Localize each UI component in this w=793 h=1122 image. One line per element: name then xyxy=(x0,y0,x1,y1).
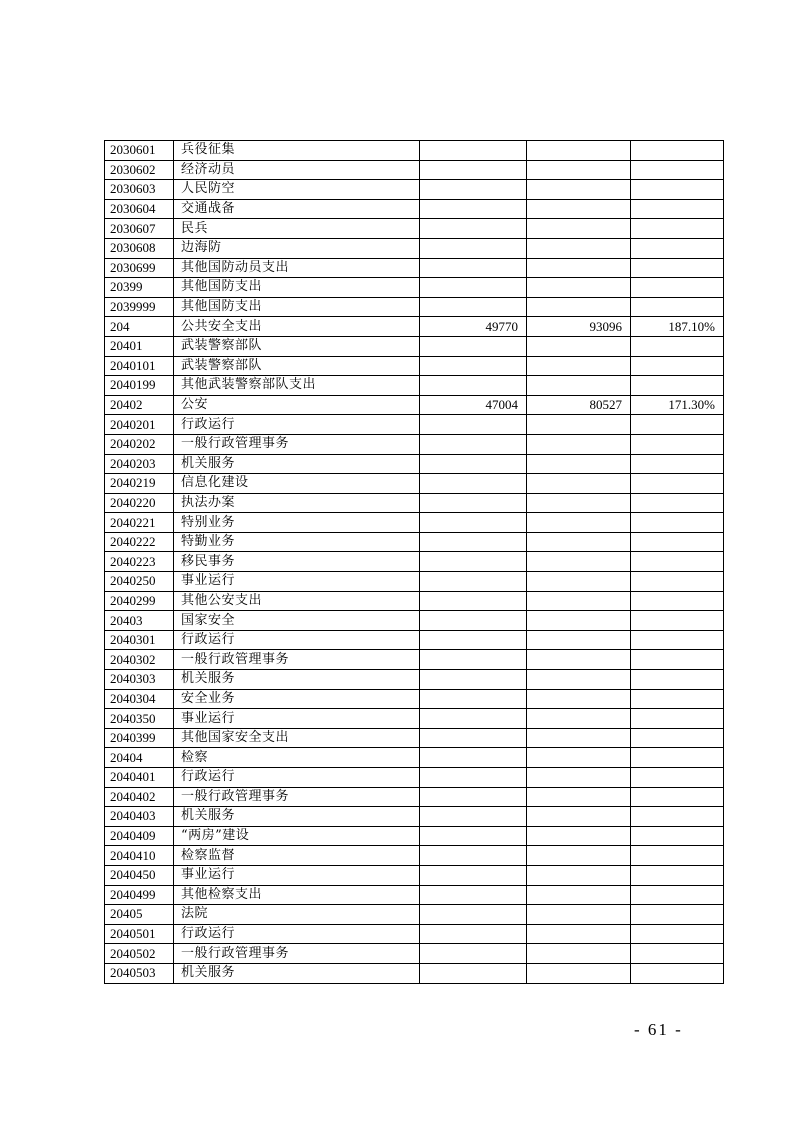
value-cell-2 xyxy=(527,924,631,944)
value-cell-2 xyxy=(527,905,631,925)
item-name-cell: 国家安全 xyxy=(174,611,420,631)
table-row xyxy=(105,219,724,239)
item-code-cell: 2040101 xyxy=(105,356,174,376)
item-name-cell: 事业运行 xyxy=(174,865,420,885)
value-cell-1 xyxy=(420,376,527,396)
item-code-cell: 2040220 xyxy=(105,493,174,513)
value-cell-3 xyxy=(631,650,724,670)
value-cell-2 xyxy=(527,846,631,866)
value-cell-1: 49770 xyxy=(420,317,527,337)
item-code-cell: 2040219 xyxy=(105,474,174,494)
item-name-cell: 行政运行 xyxy=(174,924,420,944)
value-cell-1 xyxy=(420,199,527,219)
table-row xyxy=(105,709,724,729)
item-name-cell: 武装警察部队 xyxy=(174,356,420,376)
item-name-cell: 信息化建设 xyxy=(174,474,420,494)
table-row xyxy=(105,180,724,200)
item-code-cell: 2040250 xyxy=(105,572,174,592)
table-row xyxy=(105,141,724,161)
item-name-cell: 其他武装警察部队支出 xyxy=(174,376,420,396)
value-cell-2 xyxy=(527,180,631,200)
table-row xyxy=(105,944,724,964)
value-cell-2 xyxy=(527,199,631,219)
item-code-cell: 2040501 xyxy=(105,924,174,944)
item-code-cell: 2030602 xyxy=(105,160,174,180)
table-row xyxy=(105,493,724,513)
item-name-cell: 机关服务 xyxy=(174,670,420,690)
value-cell-3 xyxy=(631,513,724,533)
table-row xyxy=(105,924,724,944)
value-cell-3 xyxy=(631,944,724,964)
item-name-cell: 安全业务 xyxy=(174,689,420,709)
value-cell-3 xyxy=(631,454,724,474)
budget-table xyxy=(104,140,724,984)
item-name-cell: 行政运行 xyxy=(174,768,420,788)
item-name-cell: 其他国防支出 xyxy=(174,278,420,298)
value-cell-1 xyxy=(420,768,527,788)
value-cell-2 xyxy=(527,885,631,905)
item-code-cell: 2039999 xyxy=(105,297,174,317)
table-row xyxy=(105,297,724,317)
item-code-cell: 20399 xyxy=(105,278,174,298)
item-name-cell: 兵役征集 xyxy=(174,141,420,161)
item-code-cell: 2040301 xyxy=(105,630,174,650)
value-cell-2 xyxy=(527,474,631,494)
value-cell-3 xyxy=(631,356,724,376)
value-cell-3 xyxy=(631,591,724,611)
value-cell-1 xyxy=(420,180,527,200)
item-code-cell: 2040201 xyxy=(105,415,174,435)
table-row xyxy=(105,513,724,533)
value-cell-2 xyxy=(527,787,631,807)
value-cell-1 xyxy=(420,611,527,631)
table-row xyxy=(105,336,724,356)
value-cell-1 xyxy=(420,591,527,611)
item-name-cell: 公安 xyxy=(174,395,420,415)
item-name-cell: 特别业务 xyxy=(174,513,420,533)
value-cell-3 xyxy=(631,826,724,846)
value-cell-2 xyxy=(527,728,631,748)
table-row xyxy=(105,768,724,788)
item-code-cell: 2040402 xyxy=(105,787,174,807)
value-cell-2 xyxy=(527,160,631,180)
item-name-cell: 行政运行 xyxy=(174,630,420,650)
value-cell-1 xyxy=(420,493,527,513)
value-cell-1 xyxy=(420,513,527,533)
value-cell-1 xyxy=(420,454,527,474)
item-name-cell: 执法办案 xyxy=(174,493,420,513)
value-cell-3 xyxy=(631,748,724,768)
item-name-cell: 一般行政管理事务 xyxy=(174,434,420,454)
value-cell-3 xyxy=(631,787,724,807)
table-row xyxy=(105,865,724,885)
value-cell-2 xyxy=(527,572,631,592)
value-cell-2 xyxy=(527,709,631,729)
value-cell-1 xyxy=(420,865,527,885)
item-name-cell: 一般行政管理事务 xyxy=(174,944,420,964)
value-cell-2 xyxy=(527,258,631,278)
table-row xyxy=(105,356,724,376)
value-cell-3 xyxy=(631,376,724,396)
value-cell-2 xyxy=(527,630,631,650)
item-code-cell: 2040221 xyxy=(105,513,174,533)
value-cell-3 xyxy=(631,572,724,592)
table-row xyxy=(105,454,724,474)
item-name-cell: 一般行政管理事务 xyxy=(174,650,420,670)
value-cell-1 xyxy=(420,846,527,866)
item-name-cell: 检察监督 xyxy=(174,846,420,866)
item-name-cell: 事业运行 xyxy=(174,709,420,729)
value-cell-2 xyxy=(527,297,631,317)
table-row xyxy=(105,748,724,768)
table-row xyxy=(105,650,724,670)
value-cell-3 xyxy=(631,160,724,180)
item-name-cell: 特勤业务 xyxy=(174,532,420,552)
value-cell-1 xyxy=(420,885,527,905)
item-code-cell: 2040410 xyxy=(105,846,174,866)
value-cell-1 xyxy=(420,728,527,748)
value-cell-1 xyxy=(420,807,527,827)
value-cell-3 xyxy=(631,552,724,572)
table-row xyxy=(105,199,724,219)
item-name-cell: 其他国防支出 xyxy=(174,297,420,317)
value-cell-2 xyxy=(527,376,631,396)
value-cell-1 xyxy=(420,905,527,925)
table-row xyxy=(105,670,724,690)
value-cell-3 xyxy=(631,865,724,885)
item-code-cell: 2040403 xyxy=(105,807,174,827)
value-cell-1 xyxy=(420,532,527,552)
value-cell-2 xyxy=(527,513,631,533)
value-cell-2 xyxy=(527,454,631,474)
item-code-cell: 2040401 xyxy=(105,768,174,788)
item-code-cell: 2040503 xyxy=(105,963,174,983)
item-code-cell: 2040350 xyxy=(105,709,174,729)
value-cell-3 xyxy=(631,670,724,690)
value-cell-1 xyxy=(420,748,527,768)
value-cell-2 xyxy=(527,141,631,161)
value-cell-1 xyxy=(420,336,527,356)
item-code-cell: 2030604 xyxy=(105,199,174,219)
item-name-cell: 其他公安支出 xyxy=(174,591,420,611)
value-cell-2 xyxy=(527,768,631,788)
value-cell-1 xyxy=(420,924,527,944)
value-cell-1 xyxy=(420,689,527,709)
table-row xyxy=(105,238,724,258)
table-row xyxy=(105,258,724,278)
value-cell-2 xyxy=(527,219,631,239)
table-row xyxy=(105,474,724,494)
item-code-cell: 2030608 xyxy=(105,238,174,258)
item-name-cell: 一般行政管理事务 xyxy=(174,787,420,807)
value-cell-2 xyxy=(527,963,631,983)
item-code-cell: 2040450 xyxy=(105,865,174,885)
value-cell-3 xyxy=(631,434,724,454)
table-row xyxy=(105,552,724,572)
value-cell-3 xyxy=(631,611,724,631)
item-code-cell: 2040299 xyxy=(105,591,174,611)
value-cell-1 xyxy=(420,297,527,317)
item-name-cell: 机关服务 xyxy=(174,454,420,474)
item-code-cell: 2040302 xyxy=(105,650,174,670)
value-cell-1 xyxy=(420,650,527,670)
value-cell-3 xyxy=(631,728,724,748)
item-name-cell: 机关服务 xyxy=(174,807,420,827)
item-code-cell: 2040502 xyxy=(105,944,174,964)
table-row xyxy=(105,376,724,396)
item-name-cell: 行政运行 xyxy=(174,415,420,435)
item-code-cell: 2040304 xyxy=(105,689,174,709)
value-cell-3 xyxy=(631,630,724,650)
table-row xyxy=(105,415,724,435)
table-row xyxy=(105,787,724,807)
value-cell-2 xyxy=(527,415,631,435)
item-name-cell: “两房”建设 xyxy=(174,826,420,846)
table-row xyxy=(105,317,724,337)
value-cell-2 xyxy=(527,591,631,611)
value-cell-1 xyxy=(420,963,527,983)
value-cell-1 xyxy=(420,826,527,846)
value-cell-1 xyxy=(420,709,527,729)
item-code-cell: 20401 xyxy=(105,336,174,356)
item-name-cell: 经济动员 xyxy=(174,160,420,180)
table-row xyxy=(105,826,724,846)
value-cell-2 xyxy=(527,356,631,376)
item-code-cell: 2040202 xyxy=(105,434,174,454)
value-cell-1 xyxy=(420,787,527,807)
table-row xyxy=(105,689,724,709)
value-cell-3 xyxy=(631,689,724,709)
value-cell-1 xyxy=(420,630,527,650)
value-cell-1 xyxy=(420,278,527,298)
value-cell-3 xyxy=(631,258,724,278)
value-cell-2 xyxy=(527,807,631,827)
value-cell-3 xyxy=(631,199,724,219)
value-cell-3 xyxy=(631,885,724,905)
value-cell-2 xyxy=(527,944,631,964)
item-code-cell: 2040199 xyxy=(105,376,174,396)
value-cell-3 xyxy=(631,709,724,729)
item-code-cell: 20402 xyxy=(105,395,174,415)
value-cell-3: 187.10% xyxy=(631,317,724,337)
value-cell-3 xyxy=(631,493,724,513)
item-name-cell: 交通战备 xyxy=(174,199,420,219)
item-code-cell: 2030603 xyxy=(105,180,174,200)
value-cell-1 xyxy=(420,434,527,454)
value-cell-3 xyxy=(631,336,724,356)
value-cell-2 xyxy=(527,865,631,885)
value-cell-3 xyxy=(631,905,724,925)
value-cell-1 xyxy=(420,572,527,592)
table-row xyxy=(105,278,724,298)
value-cell-3 xyxy=(631,474,724,494)
value-cell-3: 171.30% xyxy=(631,395,724,415)
value-cell-1 xyxy=(420,356,527,376)
table-row xyxy=(105,905,724,925)
value-cell-2: 80527 xyxy=(527,395,631,415)
value-cell-3 xyxy=(631,924,724,944)
item-name-cell: 机关服务 xyxy=(174,963,420,983)
item-name-cell: 事业运行 xyxy=(174,572,420,592)
item-name-cell: 其他国防动员支出 xyxy=(174,258,420,278)
value-cell-2 xyxy=(527,278,631,298)
page-number: - 61 - xyxy=(634,1020,683,1039)
table-row xyxy=(105,630,724,650)
value-cell-3 xyxy=(631,963,724,983)
value-cell-1 xyxy=(420,160,527,180)
value-cell-1 xyxy=(420,474,527,494)
item-name-cell: 其他检察支出 xyxy=(174,885,420,905)
value-cell-3 xyxy=(631,141,724,161)
table-row xyxy=(105,611,724,631)
value-cell-1 xyxy=(420,238,527,258)
value-cell-3 xyxy=(631,415,724,435)
value-cell-3 xyxy=(631,846,724,866)
item-name-cell: 边海防 xyxy=(174,238,420,258)
value-cell-1 xyxy=(420,258,527,278)
value-cell-2 xyxy=(527,611,631,631)
value-cell-2 xyxy=(527,552,631,572)
table-row xyxy=(105,591,724,611)
value-cell-2: 93096 xyxy=(527,317,631,337)
item-code-cell: 20404 xyxy=(105,748,174,768)
value-cell-1 xyxy=(420,141,527,161)
item-code-cell: 2040399 xyxy=(105,728,174,748)
item-code-cell: 20403 xyxy=(105,611,174,631)
item-code-cell: 2030607 xyxy=(105,219,174,239)
value-cell-2 xyxy=(527,493,631,513)
item-name-cell: 民兵 xyxy=(174,219,420,239)
item-code-cell: 2030601 xyxy=(105,141,174,161)
table-row xyxy=(105,963,724,983)
item-code-cell: 2040499 xyxy=(105,885,174,905)
item-name-cell: 武装警察部队 xyxy=(174,336,420,356)
table-row xyxy=(105,728,724,748)
item-code-cell: 204 xyxy=(105,317,174,337)
table-row xyxy=(105,532,724,552)
table-row xyxy=(105,160,724,180)
value-cell-2 xyxy=(527,434,631,454)
item-name-cell: 法院 xyxy=(174,905,420,925)
value-cell-3 xyxy=(631,238,724,258)
table-row xyxy=(105,572,724,592)
value-cell-3 xyxy=(631,532,724,552)
item-name-cell: 其他国家安全支出 xyxy=(174,728,420,748)
item-code-cell: 2040203 xyxy=(105,454,174,474)
table-row xyxy=(105,434,724,454)
item-code-cell: 2040303 xyxy=(105,670,174,690)
table-row xyxy=(105,885,724,905)
item-name-cell: 人民防空 xyxy=(174,180,420,200)
value-cell-2 xyxy=(527,532,631,552)
value-cell-1: 47004 xyxy=(420,395,527,415)
table-row xyxy=(105,807,724,827)
table-row xyxy=(105,395,724,415)
value-cell-3 xyxy=(631,297,724,317)
item-name-cell: 检察 xyxy=(174,748,420,768)
item-code-cell: 20405 xyxy=(105,905,174,925)
item-name-cell: 移民事务 xyxy=(174,552,420,572)
value-cell-1 xyxy=(420,670,527,690)
value-cell-1 xyxy=(420,552,527,572)
value-cell-2 xyxy=(527,826,631,846)
value-cell-1 xyxy=(420,944,527,964)
value-cell-3 xyxy=(631,278,724,298)
item-code-cell: 2040409 xyxy=(105,826,174,846)
value-cell-2 xyxy=(527,238,631,258)
value-cell-3 xyxy=(631,219,724,239)
item-code-cell: 2030699 xyxy=(105,258,174,278)
item-name-cell: 公共安全支出 xyxy=(174,317,420,337)
value-cell-2 xyxy=(527,689,631,709)
value-cell-2 xyxy=(527,336,631,356)
value-cell-2 xyxy=(527,748,631,768)
value-cell-2 xyxy=(527,650,631,670)
value-cell-1 xyxy=(420,415,527,435)
value-cell-3 xyxy=(631,768,724,788)
value-cell-2 xyxy=(527,670,631,690)
value-cell-3 xyxy=(631,180,724,200)
table-row xyxy=(105,846,724,866)
value-cell-1 xyxy=(420,219,527,239)
table-body xyxy=(105,141,724,984)
item-code-cell: 2040222 xyxy=(105,532,174,552)
value-cell-3 xyxy=(631,807,724,827)
item-code-cell: 2040223 xyxy=(105,552,174,572)
